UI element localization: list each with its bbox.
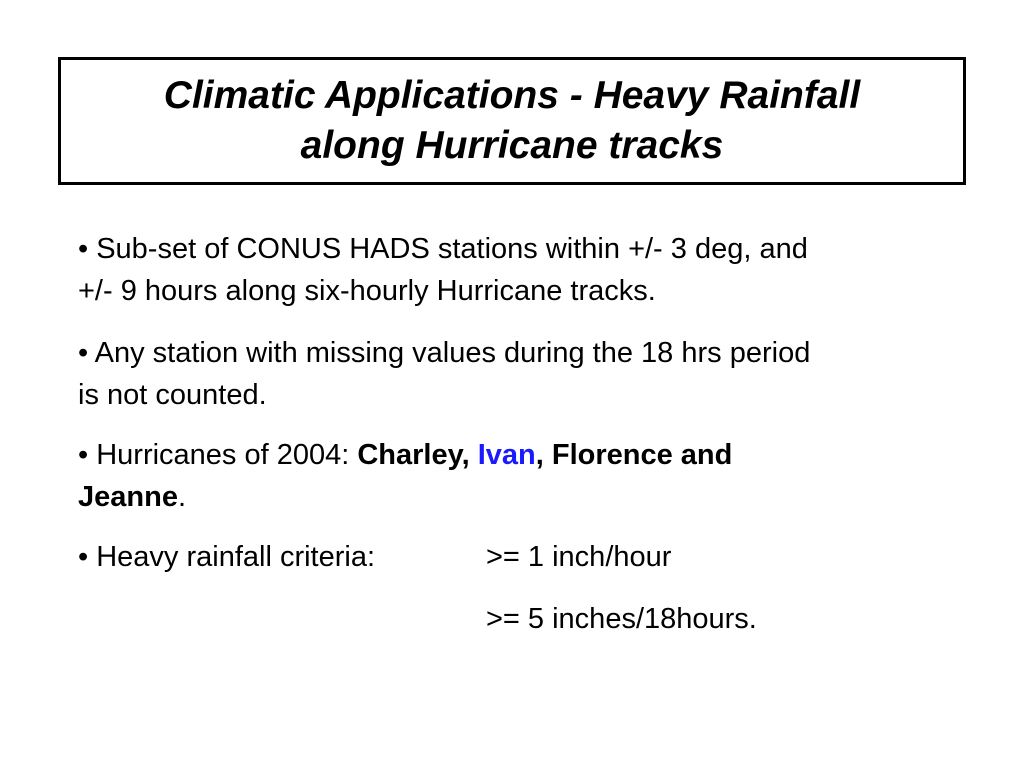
criteria-label: • Heavy rainfall criteria: [78,541,376,573]
bullet-criteria [78,536,958,578]
hurricanes-prefix: • Hurricanes of 2004: [78,439,358,471]
bullet-hurricanes-line-1 [78,434,958,476]
bullet-missing-values [78,332,958,416]
criteria-18hours: >= 5 inches/18hours. [486,603,757,635]
bullet-stations-line-2: +/- 9 hours along six-hourly Hurricane tracks. [78,275,656,307]
slide-title-box [58,57,966,185]
bullet-hurricanes-line-2 [78,476,958,518]
hurricane-charley: Charley, [357,439,478,471]
hurricane-ivan: Ivan [477,439,536,471]
bullet-stations [78,228,958,312]
slide-title-line-2: along Hurricane tracks [300,124,724,167]
bullet-criteria-continued [78,598,958,640]
bullet-missing-values-line-2: is not counted. [78,379,267,411]
hurricane-jeanne: Jeanne [78,481,178,513]
criteria-hourly: >= 1 inch/hour [486,541,672,573]
hurricane-florence-and: , Florence and [535,439,733,471]
slide-title-line-1: Climatic Applications - Heavy Rainfall [163,74,861,117]
hurricanes-period: . [177,481,187,513]
bullet-stations-line-1: • Sub-set of CONUS HADS stations within +/- 3 deg, and [78,233,808,265]
bullet-hurricanes [78,434,958,518]
bullet-missing-values-line-1: • Any station with missing values during the 18 hrs period [78,337,811,369]
